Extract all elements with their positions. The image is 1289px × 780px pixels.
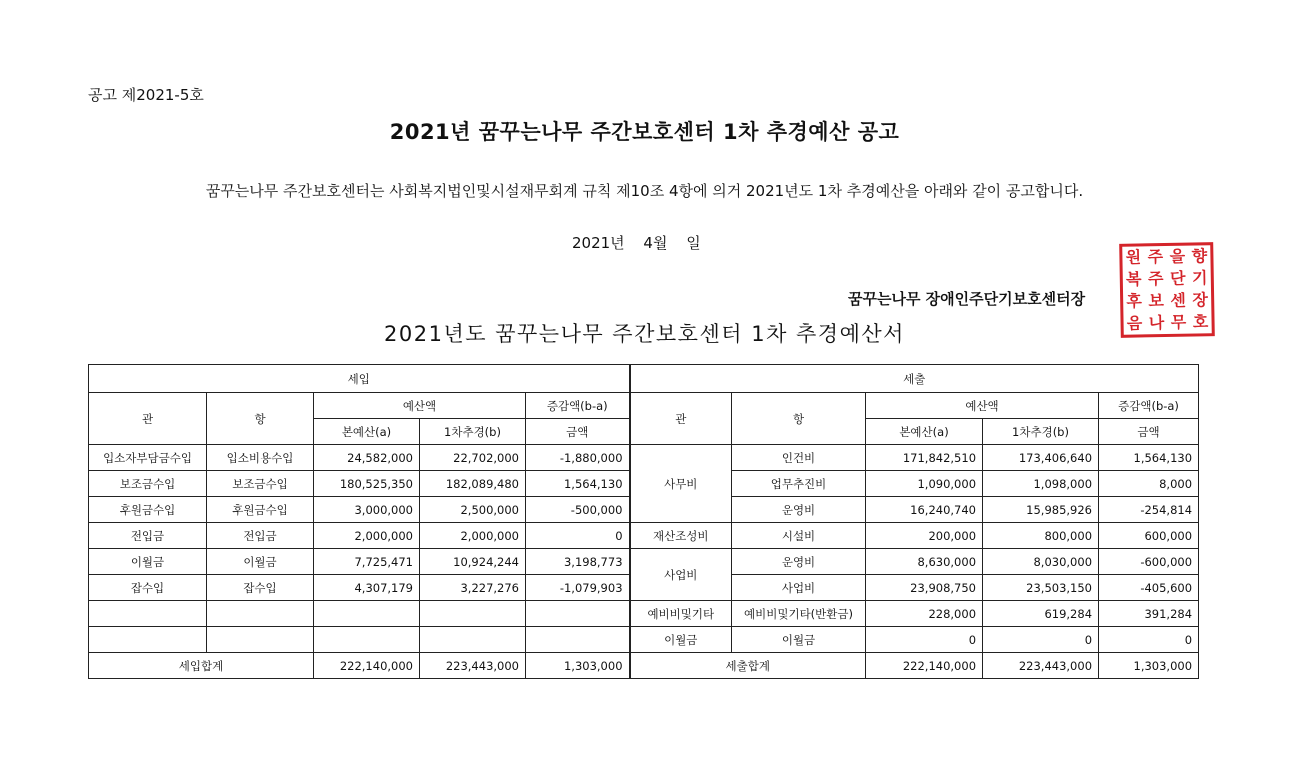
income-rev: 2,000,000 [420, 523, 526, 549]
income-orig-empty [314, 627, 420, 653]
expense-gwan: 사업비 [630, 549, 732, 601]
income-hang: 잡수입 [207, 575, 314, 601]
income-gwan: 후원금수입 [89, 497, 207, 523]
expense-hang: 이월금 [732, 627, 866, 653]
income-orig: 3,000,000 [314, 497, 420, 523]
income-hang: 후원금수입 [207, 497, 314, 523]
expense-orig: 228,000 [866, 601, 983, 627]
expense-gwan: 이월금 [630, 627, 732, 653]
income-gwan-header: 관 [89, 393, 207, 445]
income-rev: 22,702,000 [420, 445, 526, 471]
income-gwan: 입소자부담금수입 [89, 445, 207, 471]
expense-rev: 800,000 [983, 523, 1099, 549]
expense-rev-header: 1차추경(b) [983, 419, 1099, 445]
income-budget-header: 예산액 [314, 393, 526, 419]
expense-orig-header: 본예산(a) [866, 419, 983, 445]
expense-diff: 600,000 [1099, 523, 1199, 549]
expense-hang: 업무추진비 [732, 471, 866, 497]
table-title: 2021년도 꿈꾸는나무 주간보호센터 1차 추경예산서 [384, 322, 905, 346]
income-rev: 2,500,000 [420, 497, 526, 523]
expense-amount-header: 금액 [1099, 419, 1199, 445]
income-hang: 전입금 [207, 523, 314, 549]
expense-gwan: 재산조성비 [630, 523, 732, 549]
expense-diff: 8,000 [1099, 471, 1199, 497]
income-hang: 입소비용수입 [207, 445, 314, 471]
income-gwan: 전입금 [89, 523, 207, 549]
expense-hang: 운영비 [732, 549, 866, 575]
expense-rev: 619,284 [983, 601, 1099, 627]
expense-diff: -600,000 [1099, 549, 1199, 575]
income-diff: 1,564,130 [526, 471, 630, 497]
income-rev: 10,924,244 [420, 549, 526, 575]
expense-diff: -254,814 [1099, 497, 1199, 523]
income-diff: -1,880,000 [526, 445, 630, 471]
expense-orig: 200,000 [866, 523, 983, 549]
income-orig: 24,582,000 [314, 445, 420, 471]
expense-orig: 0 [866, 627, 983, 653]
expense-rev: 8,030,000 [983, 549, 1099, 575]
notice-date: 2021년 4월 일 [572, 234, 701, 252]
expense-hang: 예비비및기타(반환금) [732, 601, 866, 627]
document-title: 2021년 꿈꾸는나무 주간보호센터 1차 추경예산 공고 [389, 120, 900, 144]
notice-body-text: 꿈꾸는나무 주간보호센터는 사회복지법인및시설재무회계 규칙 제10조 4항에 의거 2021년도 1차 추경예산을 아래와 같이 공고합니다. [205, 182, 1084, 200]
expense-gwan: 예비비및기타 [630, 601, 732, 627]
expense-gwan: 사무비 [630, 445, 732, 523]
notice-number: 공고 제2021-5호 [88, 86, 204, 104]
expense-hang: 운영비 [732, 497, 866, 523]
expense-orig: 8,630,000 [866, 549, 983, 575]
income-rev-empty [420, 601, 526, 627]
table-row [89, 523, 1199, 549]
expense-orig: 23,908,750 [866, 575, 983, 601]
income-hang: 이월금 [207, 549, 314, 575]
income-rev: 3,227,276 [420, 575, 526, 601]
income-total-diff: 1,303,000 [526, 653, 630, 679]
official-seal: 원 주 을 향 복 주 단 기 후 보 센 장 음 나 무 호 [1119, 242, 1215, 338]
expense-diff: 0 [1099, 627, 1199, 653]
income-gwan-empty [89, 627, 207, 653]
income-gwan: 잡수입 [89, 575, 207, 601]
income-gwan-empty [89, 601, 207, 627]
expense-budget-header: 예산액 [866, 393, 1099, 419]
income-rev: 182,089,480 [420, 471, 526, 497]
expense-total-diff: 1,303,000 [1099, 653, 1199, 679]
budget-table [88, 364, 1199, 679]
expense-orig: 1,090,000 [866, 471, 983, 497]
income-hang-empty [207, 601, 314, 627]
expense-rev: 23,503,150 [983, 575, 1099, 601]
expense-rev: 0 [983, 627, 1099, 653]
expense-diff: 391,284 [1099, 601, 1199, 627]
income-orig-empty [314, 601, 420, 627]
income-diff-empty [526, 627, 630, 653]
income-section-header: 세입 [89, 365, 630, 393]
expense-diff-header: 증감액(b-a) [1099, 393, 1199, 419]
table-row [89, 627, 1199, 653]
expense-hang: 인건비 [732, 445, 866, 471]
income-diff: -1,079,903 [526, 575, 630, 601]
expense-diff: 1,564,130 [1099, 445, 1199, 471]
income-orig: 2,000,000 [314, 523, 420, 549]
expense-orig: 171,842,510 [866, 445, 983, 471]
income-hang-empty [207, 627, 314, 653]
expense-rev: 15,985,926 [983, 497, 1099, 523]
income-total-orig: 222,140,000 [314, 653, 420, 679]
income-amount-header: 금액 [526, 419, 630, 445]
expense-orig: 16,240,740 [866, 497, 983, 523]
expense-total-label: 세출합계 [630, 653, 866, 679]
income-diff-header: 증감액(b-a) [526, 393, 630, 419]
income-rev-empty [420, 627, 526, 653]
expense-gwan-header: 관 [630, 393, 732, 445]
table-row [89, 445, 1199, 471]
table-header-row-2 [89, 393, 1199, 419]
income-diff-empty [526, 601, 630, 627]
income-orig: 7,725,471 [314, 549, 420, 575]
expense-diff: -405,600 [1099, 575, 1199, 601]
expense-section-header: 세출 [630, 365, 1199, 393]
income-diff: -500,000 [526, 497, 630, 523]
expense-total-rev: 223,443,000 [983, 653, 1099, 679]
income-rev-header: 1차추경(b) [420, 419, 526, 445]
table-header-row-1 [89, 365, 1199, 393]
income-total-rev: 223,443,000 [420, 653, 526, 679]
expense-hang: 사업비 [732, 575, 866, 601]
table-row [89, 549, 1199, 575]
income-diff: 0 [526, 523, 630, 549]
income-orig: 180,525,350 [314, 471, 420, 497]
expense-total-orig: 222,140,000 [866, 653, 983, 679]
expense-rev: 173,406,640 [983, 445, 1099, 471]
income-orig: 4,307,179 [314, 575, 420, 601]
income-hang: 보조금수입 [207, 471, 314, 497]
income-hang-header: 항 [207, 393, 314, 445]
expense-hang: 시설비 [732, 523, 866, 549]
total-row [89, 653, 1199, 679]
expense-hang-header: 항 [732, 393, 866, 445]
expense-rev: 1,098,000 [983, 471, 1099, 497]
table-row [89, 601, 1199, 627]
issuer-name: 꿈꾸는나무 장애인주단기보호센터장 [848, 290, 1086, 308]
income-gwan: 보조금수입 [89, 471, 207, 497]
income-gwan: 이월금 [89, 549, 207, 575]
income-total-label: 세입합계 [89, 653, 314, 679]
income-orig-header: 본예산(a) [314, 419, 420, 445]
income-diff: 3,198,773 [526, 549, 630, 575]
